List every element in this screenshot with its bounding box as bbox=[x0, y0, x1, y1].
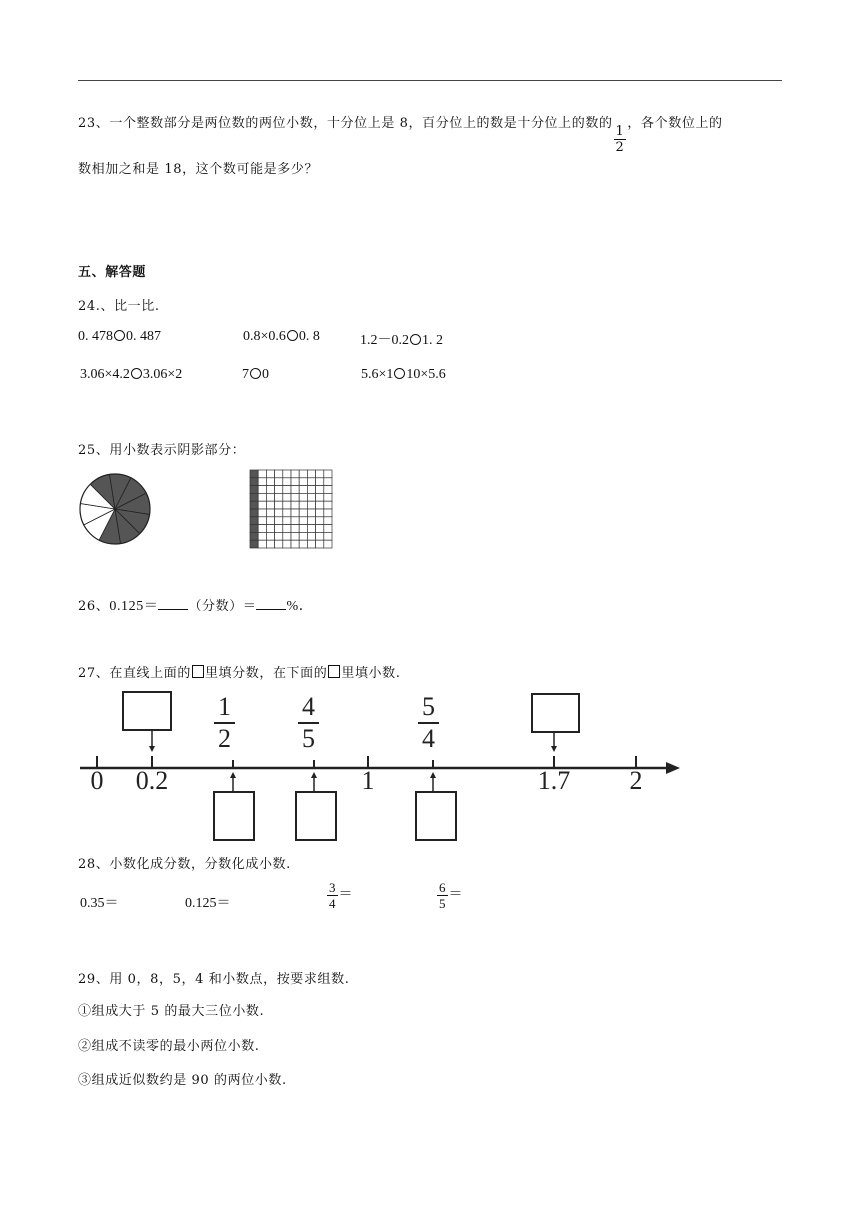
arrowhead-icon bbox=[666, 762, 680, 774]
grid-cell bbox=[324, 478, 332, 486]
grid-cell bbox=[266, 517, 274, 525]
q23-frac-den: 2 bbox=[615, 140, 625, 155]
section-title: 五、解答题 bbox=[78, 265, 147, 280]
grid-cell bbox=[324, 517, 332, 525]
answer-blank[interactable] bbox=[256, 597, 286, 610]
grid-diagram bbox=[249, 469, 333, 549]
grid-cell bbox=[275, 478, 283, 486]
top-rule bbox=[78, 80, 782, 81]
nl-fraction-1 bbox=[214, 694, 235, 752]
grid-cell bbox=[316, 509, 324, 517]
grid-cell bbox=[291, 525, 299, 533]
grid-cell bbox=[250, 517, 258, 525]
grid-cell bbox=[299, 517, 307, 525]
q24-item-5-left: 7 bbox=[242, 367, 249, 382]
nl-label-1: 1 bbox=[361, 766, 375, 795]
q24-item-6 bbox=[361, 367, 446, 383]
q24-title: 24.、比一比. bbox=[78, 299, 160, 314]
grid-cell bbox=[283, 540, 291, 548]
grid-cell bbox=[283, 501, 291, 509]
grid-cell bbox=[299, 470, 307, 478]
q26-expr: 0.125＝ bbox=[109, 599, 159, 614]
grid-cell bbox=[324, 493, 332, 501]
q28-decimal-2: 0.125＝ bbox=[185, 896, 231, 911]
q23-frac-num: 1 bbox=[615, 124, 625, 139]
q29-item-3: ③组成近似数约是 90 的两位小数. bbox=[78, 1073, 287, 1088]
q27-title-a: 27、在直线上面的 bbox=[78, 666, 191, 681]
nl-label-0: 0 bbox=[90, 766, 104, 795]
grid-cell bbox=[250, 532, 258, 540]
q27-title bbox=[78, 662, 401, 681]
nl-fraction-3 bbox=[418, 694, 439, 752]
grid-cell bbox=[266, 501, 274, 509]
grid-cell bbox=[316, 525, 324, 533]
grid-cell bbox=[258, 470, 266, 478]
grid-cell bbox=[283, 478, 291, 486]
answer-box-top-2[interactable] bbox=[532, 694, 579, 732]
grid-cell bbox=[275, 517, 283, 525]
q28-f2-den: 5 bbox=[439, 896, 446, 911]
grid-cell bbox=[275, 486, 283, 494]
compare-circle[interactable] bbox=[131, 368, 142, 379]
grid-cell bbox=[291, 486, 299, 494]
grid-cell bbox=[283, 532, 291, 540]
answer-box-bottom-3[interactable] bbox=[416, 792, 456, 840]
grid-cell bbox=[266, 509, 274, 517]
grid-cell bbox=[299, 532, 307, 540]
q25-title: 25、用小数表示阴影部分： bbox=[78, 443, 246, 458]
q28-fraction-1 bbox=[326, 881, 353, 910]
q24-item-2 bbox=[243, 329, 320, 345]
grid-cell bbox=[275, 540, 283, 548]
grid-cell bbox=[258, 493, 266, 501]
q26-line bbox=[78, 595, 313, 615]
answer-box-bottom-2[interactable] bbox=[296, 792, 336, 840]
q24-item-1 bbox=[78, 329, 161, 345]
compare-circle[interactable] bbox=[114, 330, 125, 341]
grid-cell bbox=[250, 501, 258, 509]
grid-cell bbox=[316, 501, 324, 509]
q26-prefix: 26、 bbox=[78, 599, 110, 614]
grid-cell bbox=[250, 540, 258, 548]
q27-title-c: 里填小数. bbox=[341, 666, 401, 681]
q24-item-1-right: 0. 487 bbox=[126, 329, 161, 344]
grid-cell bbox=[258, 525, 266, 533]
answer-blank[interactable] bbox=[158, 597, 188, 610]
grid-cell bbox=[316, 493, 324, 501]
grid-cell bbox=[266, 478, 274, 486]
q24-item-2-right: 0. 8 bbox=[298, 329, 320, 344]
q24-item-3-right: 1. 2 bbox=[422, 333, 443, 348]
q23-text-a: 23、一个整数部分是两位数的两位小数，十分位上是 8，百分位上的数是十分位上的数的 bbox=[78, 116, 613, 131]
nl-fraction-1-den: 2 bbox=[218, 724, 231, 753]
grid-cell bbox=[307, 486, 315, 494]
q28-decimal-1: 0.35＝ bbox=[80, 896, 119, 911]
q28-f2-num: 6 bbox=[439, 880, 446, 895]
grid-cell bbox=[316, 470, 324, 478]
q24-item-5-right: 0 bbox=[262, 367, 269, 382]
nl-fraction-3-den: 4 bbox=[422, 724, 435, 753]
grid-cell bbox=[266, 493, 274, 501]
grid-cell bbox=[283, 493, 291, 501]
box-glyph bbox=[328, 665, 340, 678]
grid-cell bbox=[316, 486, 324, 494]
grid-cell bbox=[266, 486, 274, 494]
q29-item-2: ②组成不读零的最小两位小数. bbox=[78, 1039, 260, 1054]
q24-item-6-right: 10×5.6 bbox=[406, 367, 446, 382]
q24-item-4-left: 3.06×4.2 bbox=[80, 367, 130, 382]
q29-item-1: ①组成大于 5 的最大三位小数. bbox=[78, 1004, 265, 1019]
q26-suffix: %． bbox=[286, 599, 314, 614]
grid-cell bbox=[291, 501, 299, 509]
grid-cell bbox=[291, 532, 299, 540]
number-line-figure bbox=[78, 688, 688, 848]
grid-cell bbox=[291, 509, 299, 517]
grid-cell bbox=[324, 509, 332, 517]
grid-cell bbox=[291, 470, 299, 478]
grid-cell bbox=[307, 532, 315, 540]
grid-cell bbox=[307, 540, 315, 548]
grid-cell bbox=[299, 486, 307, 494]
grid-cell bbox=[275, 470, 283, 478]
grid-cell bbox=[324, 532, 332, 540]
grid-cell bbox=[299, 501, 307, 509]
grid-cell bbox=[283, 509, 291, 517]
box-glyph bbox=[192, 665, 204, 678]
grid-cell bbox=[291, 493, 299, 501]
grid-cell bbox=[324, 525, 332, 533]
grid-cell bbox=[250, 493, 258, 501]
q28-f1-eq: ＝ bbox=[338, 887, 353, 903]
grid-cell bbox=[299, 525, 307, 533]
q24-item-4-right: 3.06×2 bbox=[142, 367, 183, 382]
grid-cell bbox=[250, 509, 258, 517]
grid-cell bbox=[307, 478, 315, 486]
nl-fraction-1-num: 1 bbox=[214, 694, 235, 724]
grid-cell bbox=[291, 517, 299, 525]
q24-item-3 bbox=[360, 329, 443, 349]
grid-cell bbox=[283, 525, 291, 533]
q24-item-4 bbox=[80, 367, 182, 383]
grid-cell bbox=[299, 509, 307, 517]
q23-line1 bbox=[78, 112, 723, 154]
nl-fraction-3-num: 5 bbox=[418, 694, 439, 724]
compare-circle[interactable] bbox=[250, 368, 261, 379]
grid-cell bbox=[258, 509, 266, 517]
grid-cell bbox=[307, 470, 315, 478]
grid-cell bbox=[316, 540, 324, 548]
grid-cell bbox=[275, 532, 283, 540]
answer-box-top-1[interactable] bbox=[123, 692, 171, 730]
grid-cell bbox=[283, 486, 291, 494]
answer-box-bottom-1[interactable] bbox=[214, 792, 254, 840]
grid-cell bbox=[275, 493, 283, 501]
pie-diagram bbox=[78, 472, 152, 546]
grid-cell bbox=[316, 517, 324, 525]
grid-cell bbox=[299, 478, 307, 486]
q24-item-3-left: 1.2－0.2 bbox=[360, 333, 409, 348]
grid-cell bbox=[258, 540, 266, 548]
q27-title-b: 里填分数，在下面的 bbox=[204, 666, 328, 681]
q26-mid: （分数）＝ bbox=[188, 599, 257, 614]
nl-fraction-2 bbox=[298, 694, 319, 752]
grid-cell bbox=[258, 486, 266, 494]
grid-cell bbox=[250, 525, 258, 533]
q24-item-6-left: 5.6×1 bbox=[361, 367, 394, 382]
grid-cell bbox=[307, 525, 315, 533]
grid-cell bbox=[324, 540, 332, 548]
grid-cell bbox=[266, 525, 274, 533]
grid-cell bbox=[258, 478, 266, 486]
q28-fraction-2 bbox=[436, 881, 463, 910]
grid-cell bbox=[307, 501, 315, 509]
grid-cell bbox=[266, 532, 274, 540]
grid-cell bbox=[275, 501, 283, 509]
q23-text-b: ，各个数位上的 bbox=[627, 116, 723, 131]
q23-fraction bbox=[614, 125, 627, 154]
grid-cell bbox=[275, 509, 283, 517]
nl-label-2: 2 bbox=[629, 766, 643, 795]
grid-cell bbox=[299, 540, 307, 548]
grid-cell bbox=[283, 470, 291, 478]
grid-cell bbox=[307, 493, 315, 501]
grid-cell bbox=[266, 470, 274, 478]
nl-fraction-2-num: 4 bbox=[298, 694, 319, 724]
grid-cell bbox=[258, 517, 266, 525]
q28-f1-den: 4 bbox=[329, 896, 336, 911]
grid-cell bbox=[250, 470, 258, 478]
grid-cell bbox=[307, 509, 315, 517]
nl-label-1-7: 1.7 bbox=[537, 766, 571, 795]
grid-cell bbox=[307, 517, 315, 525]
compare-circle[interactable] bbox=[287, 330, 298, 341]
q24-item-2-left: 0.8×0.6 bbox=[243, 329, 286, 344]
grid-cell bbox=[283, 517, 291, 525]
grid-cell bbox=[250, 478, 258, 486]
q23-line2: 数相加之和是 18，这个数可能是多少？ bbox=[78, 162, 319, 177]
q28-title: 28、小数化成分数，分数化成小数. bbox=[78, 857, 291, 872]
grid-cell bbox=[324, 470, 332, 478]
q24-item-5 bbox=[242, 367, 269, 383]
grid-cell bbox=[250, 486, 258, 494]
q28-f2-eq: ＝ bbox=[448, 887, 463, 903]
grid-cell bbox=[291, 540, 299, 548]
q29-title: 29、用 0，8，5，4 和小数点，按要求组数. bbox=[78, 972, 350, 987]
grid-cell bbox=[258, 501, 266, 509]
compare-circle[interactable] bbox=[410, 334, 421, 345]
grid-cell bbox=[324, 501, 332, 509]
grid-cell bbox=[316, 478, 324, 486]
grid-cell bbox=[316, 532, 324, 540]
q24-item-1-left: 0. 478 bbox=[78, 329, 113, 344]
compare-circle[interactable] bbox=[394, 368, 405, 379]
grid-cell bbox=[299, 493, 307, 501]
grid-cell bbox=[258, 532, 266, 540]
nl-label-0-2: 0.2 bbox=[135, 766, 169, 795]
grid-cell bbox=[275, 525, 283, 533]
grid-cell bbox=[324, 486, 332, 494]
grid-cell bbox=[291, 478, 299, 486]
grid-cell bbox=[266, 540, 274, 548]
q28-f1-num: 3 bbox=[329, 880, 336, 895]
nl-fraction-2-den: 5 bbox=[302, 724, 315, 753]
